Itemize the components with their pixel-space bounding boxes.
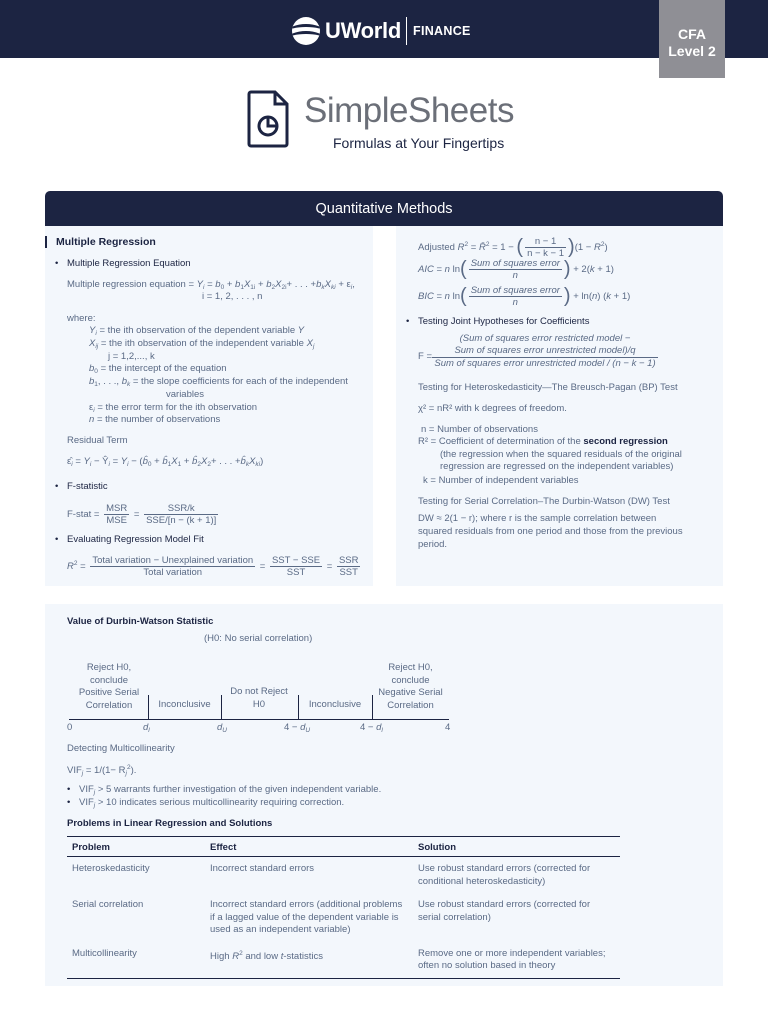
bp-k: k = Number of independent variables — [423, 475, 579, 486]
fstat-frac-2 — [144, 503, 218, 526]
r2-den-2: SST — [286, 567, 306, 578]
where-x: $X_{ij}$ = the ith observation of the independent variable $X_j$ — [89, 338, 315, 350]
dw-test-line-3: period. — [418, 539, 448, 550]
fstat-num-1: MSR — [106, 503, 128, 514]
r2-num-2: SST − SSE — [271, 555, 321, 566]
uworld-logo[interactable] — [292, 14, 471, 48]
badge-line-1: CFA — [678, 26, 706, 42]
dw-axis-du: $d_U$ — [217, 722, 227, 734]
bic-formula: BIC = n ln( $\frac{\text{Sum of squares error}}{n}$ ) + ln(n) (k + 1) — [418, 285, 631, 308]
r2-num-3: SSR — [338, 555, 359, 566]
dw-zone-reject-positive — [69, 662, 149, 712]
where-y: $Y_i$ = the ith observation of the dependent variable Y — [89, 325, 305, 337]
dw-h0-note: (H0: No serial correlation) — [204, 633, 313, 644]
adjusted-label: Adjusted — [418, 242, 455, 254]
cell-effect: High $R^2$ and low t-statistics — [205, 942, 413, 979]
bic-den: n — [512, 297, 518, 308]
aic-den: n — [512, 270, 518, 281]
bp-heading: Testing for Heteroskedasticity—The Breusch-Pagan (BP) Test — [418, 382, 678, 393]
r2-formula: $R^2$ = $\frac{\text{Total variation − Unexplained variation}}{\text{Total variation}}$ = $\frac{\text{SST − SSE}}{\text{SST}}$ = $\frac{\text{SSR}}{\text{SST}}$ — [67, 555, 359, 578]
bp-r2-text: R² = Coefficient of determination of the — [418, 436, 581, 447]
badge-line-2: Level 2 — [668, 43, 716, 59]
bp-r2 — [418, 436, 668, 447]
cell-solution: Use robust standard errors (corrected for conditional heteroskedasticity) — [418, 863, 591, 887]
dw-zone-4-text: Inconclusive — [308, 699, 362, 710]
fstat-formula: F-stat = $\frac{\text{MSR}}{\text{MSE}}$ = $\frac{\text{SSR/k}}{\text{SSE/[n − (k + 1)]}}$ — [67, 503, 217, 526]
uworld-globe-icon — [292, 17, 320, 45]
where-bk: $b_1$, . . ., $b_k$ = the slope coefficients for each of the independent — [89, 376, 348, 388]
dw-zone-1-text: Reject H0, conclude Positive Serial Correlation — [78, 662, 140, 711]
fstat-num-2: SSR/k — [144, 503, 218, 515]
table-row — [67, 942, 620, 979]
residual-formula: $\varepsilon̂_i = Y_i$ − $Ŷ_i = Y_i$ − ($b̂_0$ + $b̂_1X_1$ + $b̂_2X_2+$ . . . $+b̂_kX_{ki}$) — [67, 456, 264, 468]
f-num-line-2: Sum of squares error unrestricted model)/q — [432, 345, 658, 358]
where-b0-text: = the intercept of the equation — [100, 363, 227, 374]
f-den: Sum of squares error unrestricted model / (n − k − 1) — [434, 358, 656, 369]
dw-axis-4-du: $4 - d_U$ — [284, 722, 311, 734]
bullet-fstat: • F-statistic — [67, 481, 108, 492]
logo-subbrand: FINANCE — [413, 24, 471, 38]
dw-tick-4-du — [298, 695, 299, 719]
dw-axis-4-dl: $4 - d_l$ — [360, 722, 383, 734]
bullet-model-fit: • Evaluating Regression Model Fit — [67, 534, 204, 545]
table-header-row — [67, 837, 620, 857]
fstat-label: F-stat = — [67, 509, 100, 521]
r2-frac-3 — [337, 555, 361, 578]
problems-table — [67, 836, 620, 979]
aic-num: Sum of squares error — [470, 258, 560, 269]
cell-effect: Incorrect standard errors (additional problems if a lagged value of the dependent variable is used as an independent variable) — [210, 899, 403, 935]
bp-r2-detail-2: regression are regressed on the independent variables) — [440, 461, 674, 472]
bp-formula: χ² = nR² with k degrees of freedom. — [418, 403, 567, 414]
heading-multiple-regression: Multiple Regression — [56, 236, 156, 248]
equation-body: $Y_i = b_0 + b_1X_{1i} + b_2X_{2i}+$ . . . $+b_kX_{ki} + \varepsilon_i$, — [196, 279, 355, 291]
dw-axis-0: 0 — [67, 722, 73, 733]
where-bk-text: = the slope coefficients for each of the independent — [132, 376, 348, 387]
dw-zone-3-text: Do not Reject H0 — [230, 686, 288, 710]
dw-zone-reject-negative — [372, 662, 449, 712]
bp-r2-bold: second regression — [583, 436, 668, 447]
where-variables: variables — [166, 389, 205, 400]
cell-effect: Incorrect standard errors — [210, 863, 315, 874]
f-num-line-1: (Sum of squares error restricted model − — [459, 333, 631, 344]
cell-problem: Serial correlation — [72, 899, 144, 910]
logo-divider — [406, 17, 407, 45]
fstat-den-2: SSE/[n − (k + 1)] — [146, 515, 217, 526]
vif-formula: $VIF_j = 1/(1- R_j^2)$. — [67, 764, 137, 777]
bullet-joint-hypotheses: • Testing Joint Hypotheses for Coefficients — [418, 316, 589, 327]
dw-zone-do-not-reject — [220, 686, 298, 711]
fstat-den-1: MSE — [106, 515, 127, 526]
col-header-problem: Problem — [67, 837, 205, 857]
vif-bullet-2: • $VIF_j > 10$ indicates serious multicollinearity requiring correction. — [79, 797, 344, 809]
equation-index: i = 1, 2, . . . , n — [202, 291, 263, 302]
bic-frac — [469, 285, 562, 308]
where-n: n = the number of observations — [89, 414, 221, 425]
where-x-text: = the ith observation of the independent variable — [100, 338, 304, 349]
where-b0: $b_0$ = the intercept of the equation — [89, 363, 227, 375]
regression-equation — [67, 279, 355, 291]
bullet-regression-equation: • Multiple Regression Equation — [67, 258, 191, 269]
r2-frac-2 — [270, 555, 322, 578]
bic-num: Sum of squares error — [470, 285, 560, 296]
product-title: SimpleSheets — [304, 91, 514, 130]
col-header-effect: Effect — [205, 837, 413, 857]
adjusted-r2-formula: Adjusted $R^2$ = R̄$^2$ = 1 − ( $\frac{n - 1}{n - k - 1}$ )$(1 - R^2)$ — [418, 236, 608, 259]
dw-diagram-title: Value of Durbin-Watson Statistic — [67, 616, 214, 627]
cell-solution: Use robust standard errors (corrected for serial correlation) — [418, 899, 591, 923]
col-header-solution: Solution — [413, 837, 620, 857]
fstat-frac-1 — [104, 503, 129, 526]
dw-zone-inconclusive-1 — [149, 699, 220, 712]
dw-tick-dl — [148, 695, 149, 719]
r2-frac-1 — [90, 555, 255, 578]
document-chart-icon — [247, 90, 289, 148]
r2-den-3: SST — [339, 567, 358, 578]
where-label: where: — [67, 313, 96, 324]
where-y-text: = the ith observation of the dependent variable — [99, 325, 296, 336]
dw-axis-dl: $d_l$ — [143, 722, 150, 734]
cell-solution: Remove one or more independent variables; often no solution based in theory — [413, 942, 620, 979]
cell-problem: Heteroskedasticity — [72, 863, 150, 874]
product-tagline: Formulas at Your Fingertips — [333, 135, 505, 151]
dw-tick-4-dl — [372, 695, 373, 719]
residual-term-label: Residual Term — [67, 435, 128, 446]
table-row — [67, 857, 620, 894]
dw-tick-du — [221, 695, 222, 719]
dw-test-heading: Testing for Serial Correlation–The Durbin-Watson (DW) Test — [418, 496, 670, 507]
adj-num: n − 1 — [525, 236, 566, 248]
section-title: Quantitative Methods — [45, 191, 723, 226]
vif-bullet-1: • $VIF_j > 5$ warrants further investigation of the given independent variable. — [79, 784, 381, 796]
r2-num-1: Total variation − Unexplained variation — [92, 555, 254, 566]
bp-r2-detail-1: (the regression when the squared residuals of the original — [440, 449, 682, 460]
dw-zone-2-text: Inconclusive — [158, 699, 211, 710]
where-n-text: = the number of observations — [96, 414, 221, 425]
r2-den-1: Total variation — [143, 567, 203, 578]
multicollinearity-heading: Detecting Multicollinearity — [67, 743, 175, 754]
problems-table-title: Problems in Linear Regression and Solutions — [67, 818, 273, 829]
dw-axis-4: 4 — [445, 722, 451, 733]
cell-problem: Multicollinearity — [67, 942, 205, 979]
where-epsilon-text: = the error term for the ith observation — [97, 402, 258, 413]
cfa-level-badge — [659, 0, 725, 78]
aic-frac — [469, 258, 562, 281]
dw-test-line-2: squared residuals from one period and those from the previous — [418, 526, 683, 537]
dw-test-line-1: DW ≈ 2(1 − r); where r is the sample correlation between — [418, 513, 657, 524]
where-epsilon: $\varepsilon_i$ = the error term for the ith observation — [89, 402, 258, 414]
adj-frac — [525, 236, 566, 259]
heading-accent-bar — [45, 236, 47, 248]
bp-n: n = Number of observations — [421, 424, 538, 435]
table-row — [67, 893, 620, 942]
adj-den: n − k − 1 — [527, 248, 565, 259]
where-j: j = 1,2,..., k — [108, 351, 155, 362]
logo-wordmark: UWorld — [325, 18, 402, 43]
aic-formula: AIC = n ln( $\frac{\text{Sum of squares error}}{n}$ ) + 2(k + 1) — [418, 258, 614, 281]
dw-zone-inconclusive-2 — [298, 699, 372, 712]
dw-zone-5-text: Reject H0, conclude Negative Serial Correlation — [378, 662, 443, 711]
equation-intro: Multiple regression equation = — [67, 279, 195, 290]
dw-axis-line — [69, 719, 449, 720]
